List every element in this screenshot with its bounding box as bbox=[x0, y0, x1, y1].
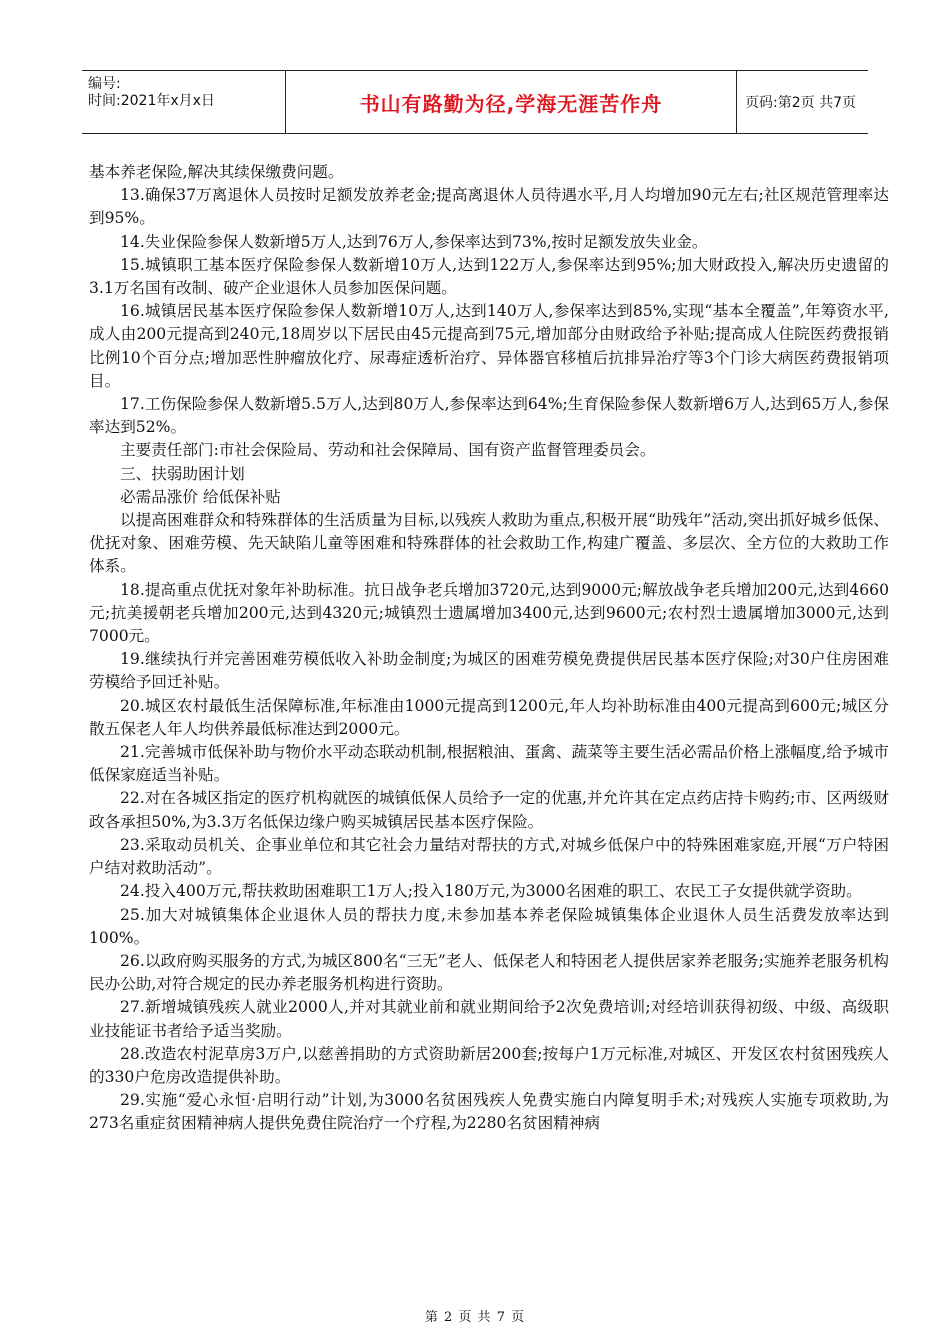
section-intro: 以提高困难群众和特殊群体的生活质量为目标,以残疾人救助为重点,积极开展“助残年”活动,突出抓好城乡低保、优抚对象、困难劳模、先天缺陷儿童等困难和特殊群体的社会救助工作,构建广覆盖、多层次、全方位的大救助工作体系。 bbox=[89, 511, 889, 576]
page-footer: 第 2 页 共 7 页 bbox=[424, 1310, 526, 1325]
document-date-label: 时间:2021年x月x日 bbox=[88, 93, 215, 109]
header-page-number: 页码:第2页 共7页 bbox=[745, 95, 856, 111]
paragraph-item-18: 18.提高重点优抚对象年补助标准。抗日战争老兵增加3720元,达到9000元;解放战争老兵增加200元,达到4660元;抗美援朝老兵增加200元,达到4320元;城镇烈士遗属增加3400元,达到9600元;农村烈士遗属增加3000元,达到7000元。 bbox=[89, 580, 889, 646]
paragraph-item-23: 23.采取动员机关、企事业单位和其它社会力量结对帮扶的方式,对城乡低保户中的特殊困难家庭,开展“万户特困户结对救助活动”。 bbox=[89, 835, 889, 878]
header-page-cell bbox=[737, 71, 868, 133]
document-body bbox=[89, 161, 889, 1136]
paragraph-item-21: 21.完善城市低保补助与物价水平动态联动机制,根据粮油、蛋禽、蔬菜等主要生活必需品价格上涨幅度,给予城市低保家庭适当补贴。 bbox=[89, 743, 889, 785]
paragraph-item-16: 16.城镇居民基本医疗保险参保人数新增10万人,达到140万人,参保率达到85%,实现“基本全覆盖”,年筹资水平,成人由200元提高到240元,18周岁以下居民由45元提高到75元,增加部分由财政给予补贴;提高成人住院医药费报销比例10个百分点;增加恶性肿瘤放化疗、尿毒症透析治疗、异体器官移植后抗排异治疗等3个门诊大病医药费报销项目。 bbox=[89, 302, 889, 390]
document-number-label: 编号: bbox=[88, 76, 121, 92]
paragraph-item-27: 27.新增城镇残疾人就业2000人,并对其就业前和就业期间给予2次免费培训;对经培训获得初级、中级、高级职业技能证书者给予适当奖励。 bbox=[89, 998, 889, 1040]
paragraph-item-29: 29.实施“爱心永恒·启明行动”计划,为3000名贫困残疾人免费实施白内障复明手术;对残疾人实施专项救助,为273名重症贫困精神病人提供免费住院治疗一个疗程,为2280名贫困精神病 bbox=[89, 1091, 889, 1133]
paragraph-item-20: 20.城区农村最低生活保障标准,年标准由1000元提高到1200元,年人均补助标准由400元提高到600元;城区分散五保老人年人均供养最低标准达到2000元。 bbox=[89, 696, 889, 738]
header-meta-cell bbox=[82, 71, 285, 133]
paragraph-item-13: 13.确保37万离退休人员按时足额发放养老金;提高离退休人员待遇水平,月人均增加90元左右;社区规范管理率达到95%。 bbox=[89, 186, 889, 228]
paragraph-item-22: 22.对在各城区指定的医疗机构就医的城镇低保人员给予一定的优惠,并允许其在定点药店持卡购药;市、区两级财政各承担50%,为3.3万名低保边缘户购买城镇居民基本医疗保险。 bbox=[89, 789, 889, 831]
header-motto-cell bbox=[285, 71, 737, 133]
paragraph-item-19: 19.继续执行并完善困难劳模低收入补助金制度;为城区的困难劳模免费提供居民基本医疗保险;对30户住房困难劳模给予回迁补贴。 bbox=[89, 650, 889, 692]
section-heading: 三、扶弱助困计划 bbox=[120, 464, 245, 483]
page-header bbox=[82, 70, 868, 134]
subsection-heading: 必需品涨价 给低保补贴 bbox=[120, 487, 281, 506]
paragraph-item-15: 15.城镇职工基本医疗保险参保人数新增10万人,达到122万人,参保率达到95%;加大财政投入,解决历史遗留的3.1万名国有改制、破产企业退休人员参加医保问题。 bbox=[89, 255, 889, 298]
header-motto: 书山有路勤为径,学海无涯苦作舟 bbox=[359, 91, 663, 116]
paragraph-item-17: 17.工伤保险参保人数新增5.5万人,达到80万人,参保率达到64%;生育保险参保人数新增6万人,达到65万人,参保率达到52%。 bbox=[89, 395, 889, 437]
paragraph-continuation: 基本养老保险,解决其续保缴费问题。 bbox=[89, 163, 344, 181]
paragraph-item-26: 26.以政府购买服务的方式,为城区800名“三无”老人、低保老人和特困老人提供居家养老服务;实施养老服务机构民办公助,对符合规定的民办养老服务机构进行资助。 bbox=[89, 951, 889, 994]
paragraph-item-14: 14.失业保险参保人数新增5万人,达到76万人,参保率达到73%,按时足额发放失业金。 bbox=[120, 232, 708, 251]
paragraph-item-28: 28.改造农村泥草房3万户,以慈善捐助的方式资助新居200套;按每户1万元标准,对城区、开发区农村贫困残疾人的330户危房改造提供补助。 bbox=[89, 1044, 889, 1086]
paragraph-item-24: 24.投入400万元,帮扶救助困难职工1万人;投入180万元,为3000名困难的职工、农民工子女提供就学资助。 bbox=[120, 882, 862, 901]
responsible-departments: 主要责任部门:市社会保险局、劳动和社会保障局、国有资产监督管理委员会。 bbox=[120, 441, 656, 460]
paragraph-item-25: 25.加大对城镇集体企业退休人员的帮扶力度,未参加基本养老保险城镇集体企业退休人员生活费发放率达到100%。 bbox=[89, 905, 889, 947]
